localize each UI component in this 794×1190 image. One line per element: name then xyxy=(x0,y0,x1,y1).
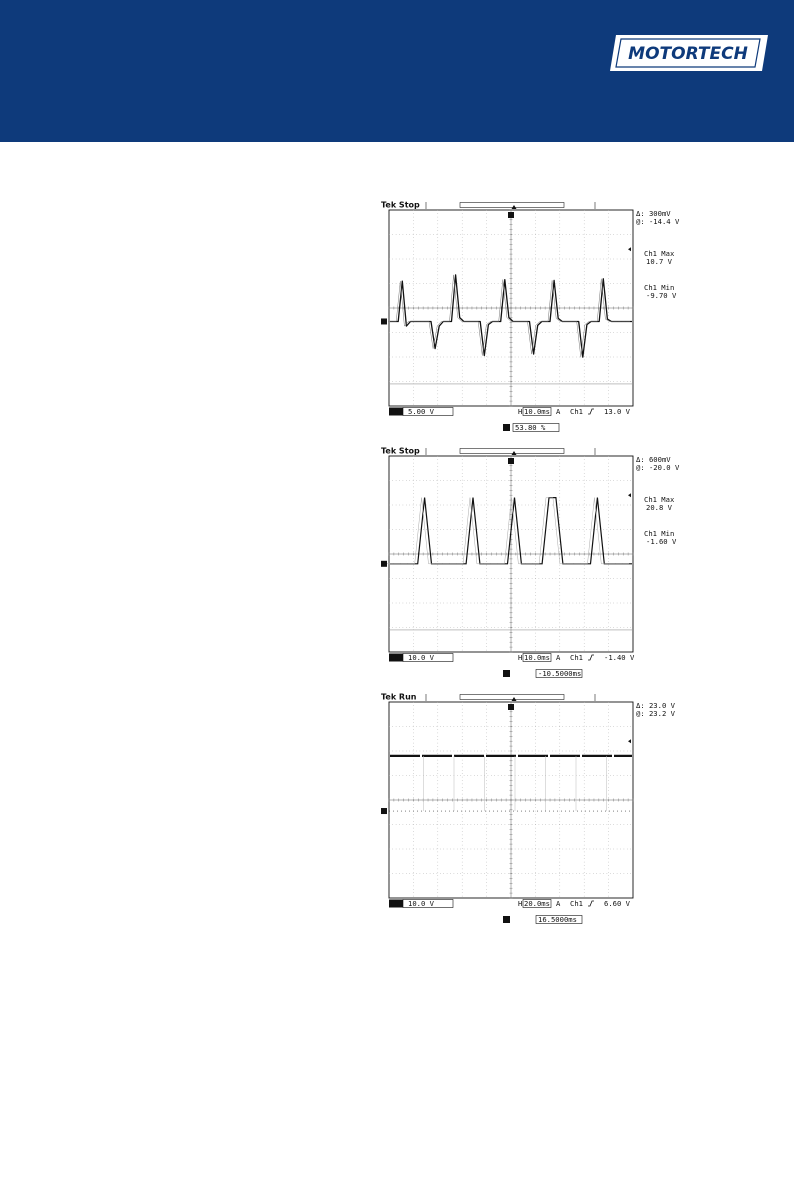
record-window xyxy=(460,449,564,454)
trigger-position-icon xyxy=(512,451,517,455)
trigger-marker-icon xyxy=(508,458,514,464)
bottom-readout: -10.5000ms xyxy=(538,669,582,678)
trigger-label: A xyxy=(556,407,561,416)
trigger-marker-icon xyxy=(508,212,514,218)
horizontal-label: H xyxy=(518,899,523,908)
page-header xyxy=(0,0,794,142)
cursor-position-readout: @: -20.0 V xyxy=(636,463,680,472)
trigger-marker-icon xyxy=(508,704,514,710)
trigger-channel: Ch1 xyxy=(570,899,583,908)
trigger-level: 13.0 V xyxy=(604,407,630,416)
scope-status: Tek Run xyxy=(381,692,417,702)
cursor-delta-readout: Δ: 23.0 V xyxy=(636,701,675,710)
channel-1-marker-icon xyxy=(381,561,387,567)
trigger-label: A xyxy=(556,653,561,662)
cursor-position-readout: @: 23.2 V xyxy=(636,709,675,718)
scope-status: Tek Stop xyxy=(381,446,420,456)
horizontal-label: H xyxy=(518,653,523,662)
measurement-label: Ch1 Max xyxy=(644,249,675,258)
trigger-level: -1.40 V xyxy=(604,653,635,662)
measurement-label: Ch1 Min xyxy=(644,529,675,538)
trigger-level: 6.60 V xyxy=(604,899,630,908)
svg-text:MOTORTECH: MOTORTECH xyxy=(628,44,748,64)
trigger-channel: Ch1 xyxy=(570,407,583,416)
measurement-label: Ch1 Min xyxy=(644,283,675,292)
cursor-position-readout: @: -14.4 V xyxy=(636,217,680,226)
record-window xyxy=(460,695,564,700)
bottom-readout: 16.5000ms xyxy=(538,915,577,924)
measurement-value: 10.7 V xyxy=(646,257,672,266)
motortech-logo xyxy=(610,32,770,74)
trigger-slope-icon xyxy=(588,409,594,414)
measurement-value: -1.60 V xyxy=(646,537,677,546)
measurement-label: Ch1 Max xyxy=(644,495,675,504)
channel-label: Ch1 xyxy=(390,654,403,662)
trigger-position-icon xyxy=(512,697,517,701)
horizontal-scale: 10.0ms xyxy=(524,407,550,416)
channel-1-marker-icon xyxy=(381,808,387,814)
horizontal-label: H xyxy=(518,407,523,416)
trigger-label: A xyxy=(556,899,561,908)
channel-scale: 5.00 V xyxy=(408,407,434,416)
channel-1-marker-icon xyxy=(381,318,387,324)
oscilloscope-screenshot-1 xyxy=(378,200,680,435)
cursor-delta-readout: Δ: 300mV xyxy=(636,209,671,218)
readout-icon xyxy=(503,424,510,431)
trigger-slope-icon xyxy=(588,655,594,660)
record-window xyxy=(460,203,564,208)
scope-status: Tek Stop xyxy=(381,200,420,210)
trigger-slope-icon xyxy=(588,901,594,906)
channel-label: Ch1 xyxy=(390,408,403,416)
readout-icon xyxy=(503,916,510,923)
horizontal-scale: 20.0ms xyxy=(524,899,550,908)
channel-scale: 10.0 V xyxy=(408,899,434,908)
measurement-value: -9.70 V xyxy=(646,291,677,300)
channel-label: Ch1 xyxy=(390,900,403,908)
readout-icon xyxy=(503,670,510,677)
trigger-channel: Ch1 xyxy=(570,653,583,662)
measurement-value: 20.8 V xyxy=(646,503,672,512)
bottom-readout: 53.80 % xyxy=(515,423,546,432)
channel-scale: 10.0 V xyxy=(408,653,434,662)
trigger-position-icon xyxy=(512,205,517,209)
oscilloscope-screenshot-3 xyxy=(378,692,675,926)
horizontal-scale: 10.0ms xyxy=(524,653,550,662)
oscilloscope-screenshot-2 xyxy=(378,446,680,682)
cursor-delta-readout: Δ: 600mV xyxy=(636,455,671,464)
